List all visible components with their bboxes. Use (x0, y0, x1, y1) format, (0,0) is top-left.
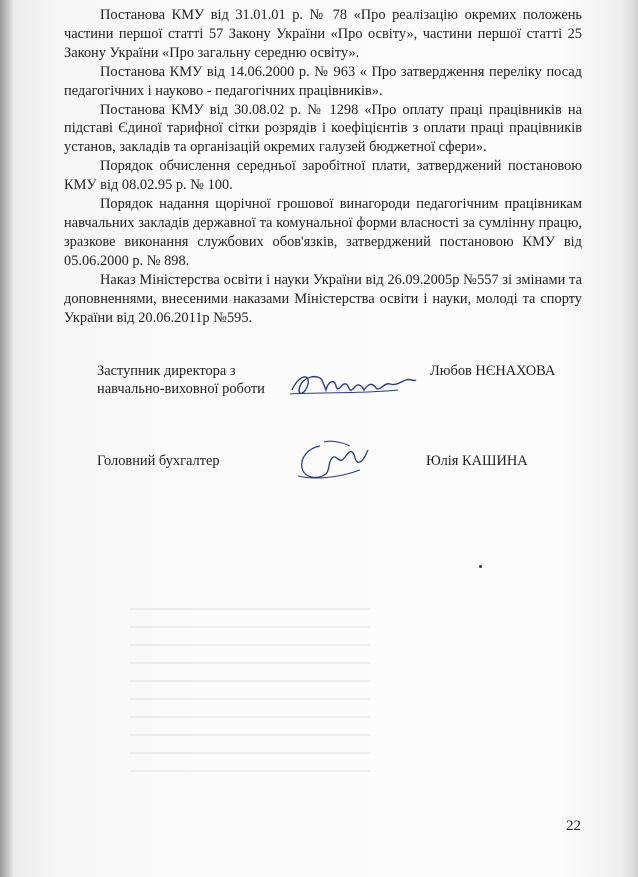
stray-mark (479, 565, 482, 568)
page-number: 22 (566, 818, 581, 834)
reverse-side-bleed-through (130, 608, 370, 798)
paragraph-annual-reward: Порядок надання щорічної грошової винагороди педагогічним працівникам навчальних закладів державної та комунальної форми власності за сумлінну працю, зразкове виконання службових обов'язків, затверджений постановою КМУ від 05.06.2000 р. № 898. (64, 196, 582, 269)
signatory-1-name: Любов НЄНАХОВА (430, 363, 556, 379)
document-body (64, 6, 582, 327)
signatory-2-title: Головний бухгалтер (97, 453, 220, 469)
signatory-2-name: Юлія КАШИНА (426, 453, 528, 469)
scan-binding-shadow (0, 0, 14, 877)
paragraph-kmu-963: Постанова КМУ від 14.06.2000 р. № 963 « Про затвердження переліку посад педагогічних і науково - педагогічних працівників». (64, 63, 582, 99)
paragraph-kmu-1298: Постанова КМУ від 30.08.02 р. № 1298 «Про оплату праці працівників на підставі Єдиної тарифної сітки розрядів і коефіцієнтів з оплати праці працівників установ, закладів та організацій окремих галузей бюджетної сфери». (64, 101, 582, 156)
paragraph-ministry-order: Наказ Міністерства освіти і науки України від 26.09.2005р №557 зі змінами та доповненнями, внесеними наказами Міністерства освіти і науки, молоді та спорту України від 20.06.2011р №595. (64, 271, 582, 326)
signatory-1-title: Заступник директора з навчально-виховної роботи (97, 363, 265, 397)
scan-edge-shadow (632, 0, 638, 877)
paragraph-kmu-78: Постанова КМУ від 31.01.01 р. № 78 «Про реалізацію окремих положень частини першої статті 57 Закону України «Про освіту», частини першої статті 25 Закону України «Про загальну середню освіту». (64, 7, 582, 61)
paragraph-average-salary: Порядок обчислення середньої заробітної плати, затверджений постановою КМУ від 08.02.95 р. № 100. (64, 158, 582, 194)
signature-2-handwriting (290, 436, 370, 486)
signature-1-handwriting (288, 364, 420, 404)
